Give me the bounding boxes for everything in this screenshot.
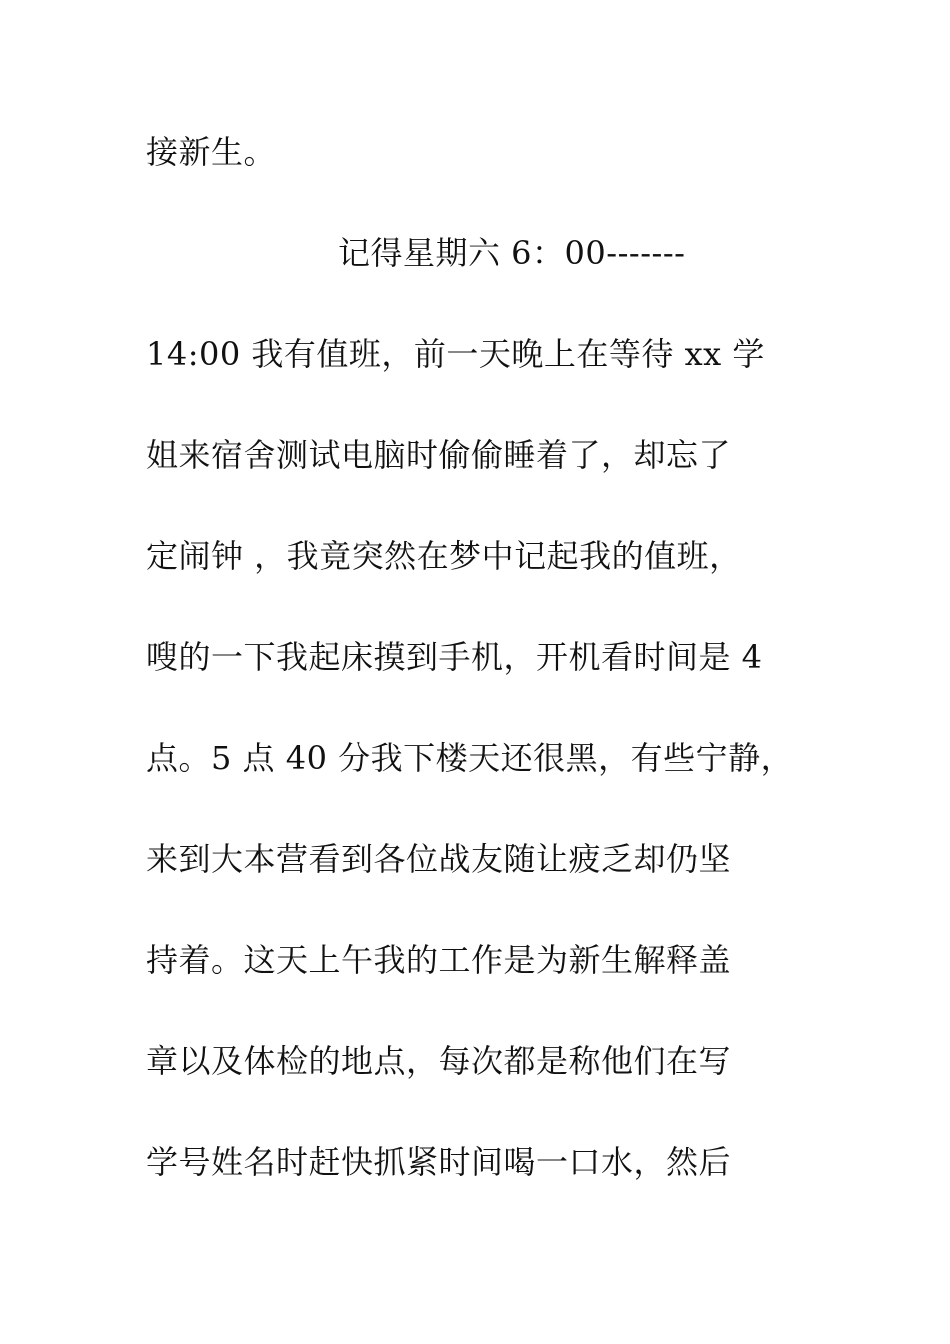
text-line-8: 来到大本营看到各位战友随让疲乏却仍坚: [146, 840, 732, 878]
text-line-4: 姐来宿舍测试电脑时偷偷睡着了，却忘了: [146, 436, 732, 474]
text-line-10: 章以及体检的地点，每次都是称他们在写: [146, 1042, 732, 1080]
text-line-5: 定闹钟 ，我竟突然在梦中记起我的值班，: [146, 537, 742, 575]
text-line-2: 记得星期六 6：00-------: [338, 234, 686, 272]
text-line-3: 14:00 我有值班，前一天晚上在等待 xx 学: [146, 335, 765, 373]
text-line-9: 持着。这天上午我的工作是为新生解释盖: [146, 941, 732, 979]
text-line-6: 嗖的一下我起床摸到手机，开机看时间是 4: [146, 638, 763, 676]
text-line-1: 接新生。: [146, 133, 277, 171]
text-line-7: 点。5 点 40 分我下楼天还很黑，有些宁静，: [146, 739, 794, 777]
text-line-11: 学号姓名时赶快抓紧时间喝一口水，然后: [146, 1143, 732, 1181]
